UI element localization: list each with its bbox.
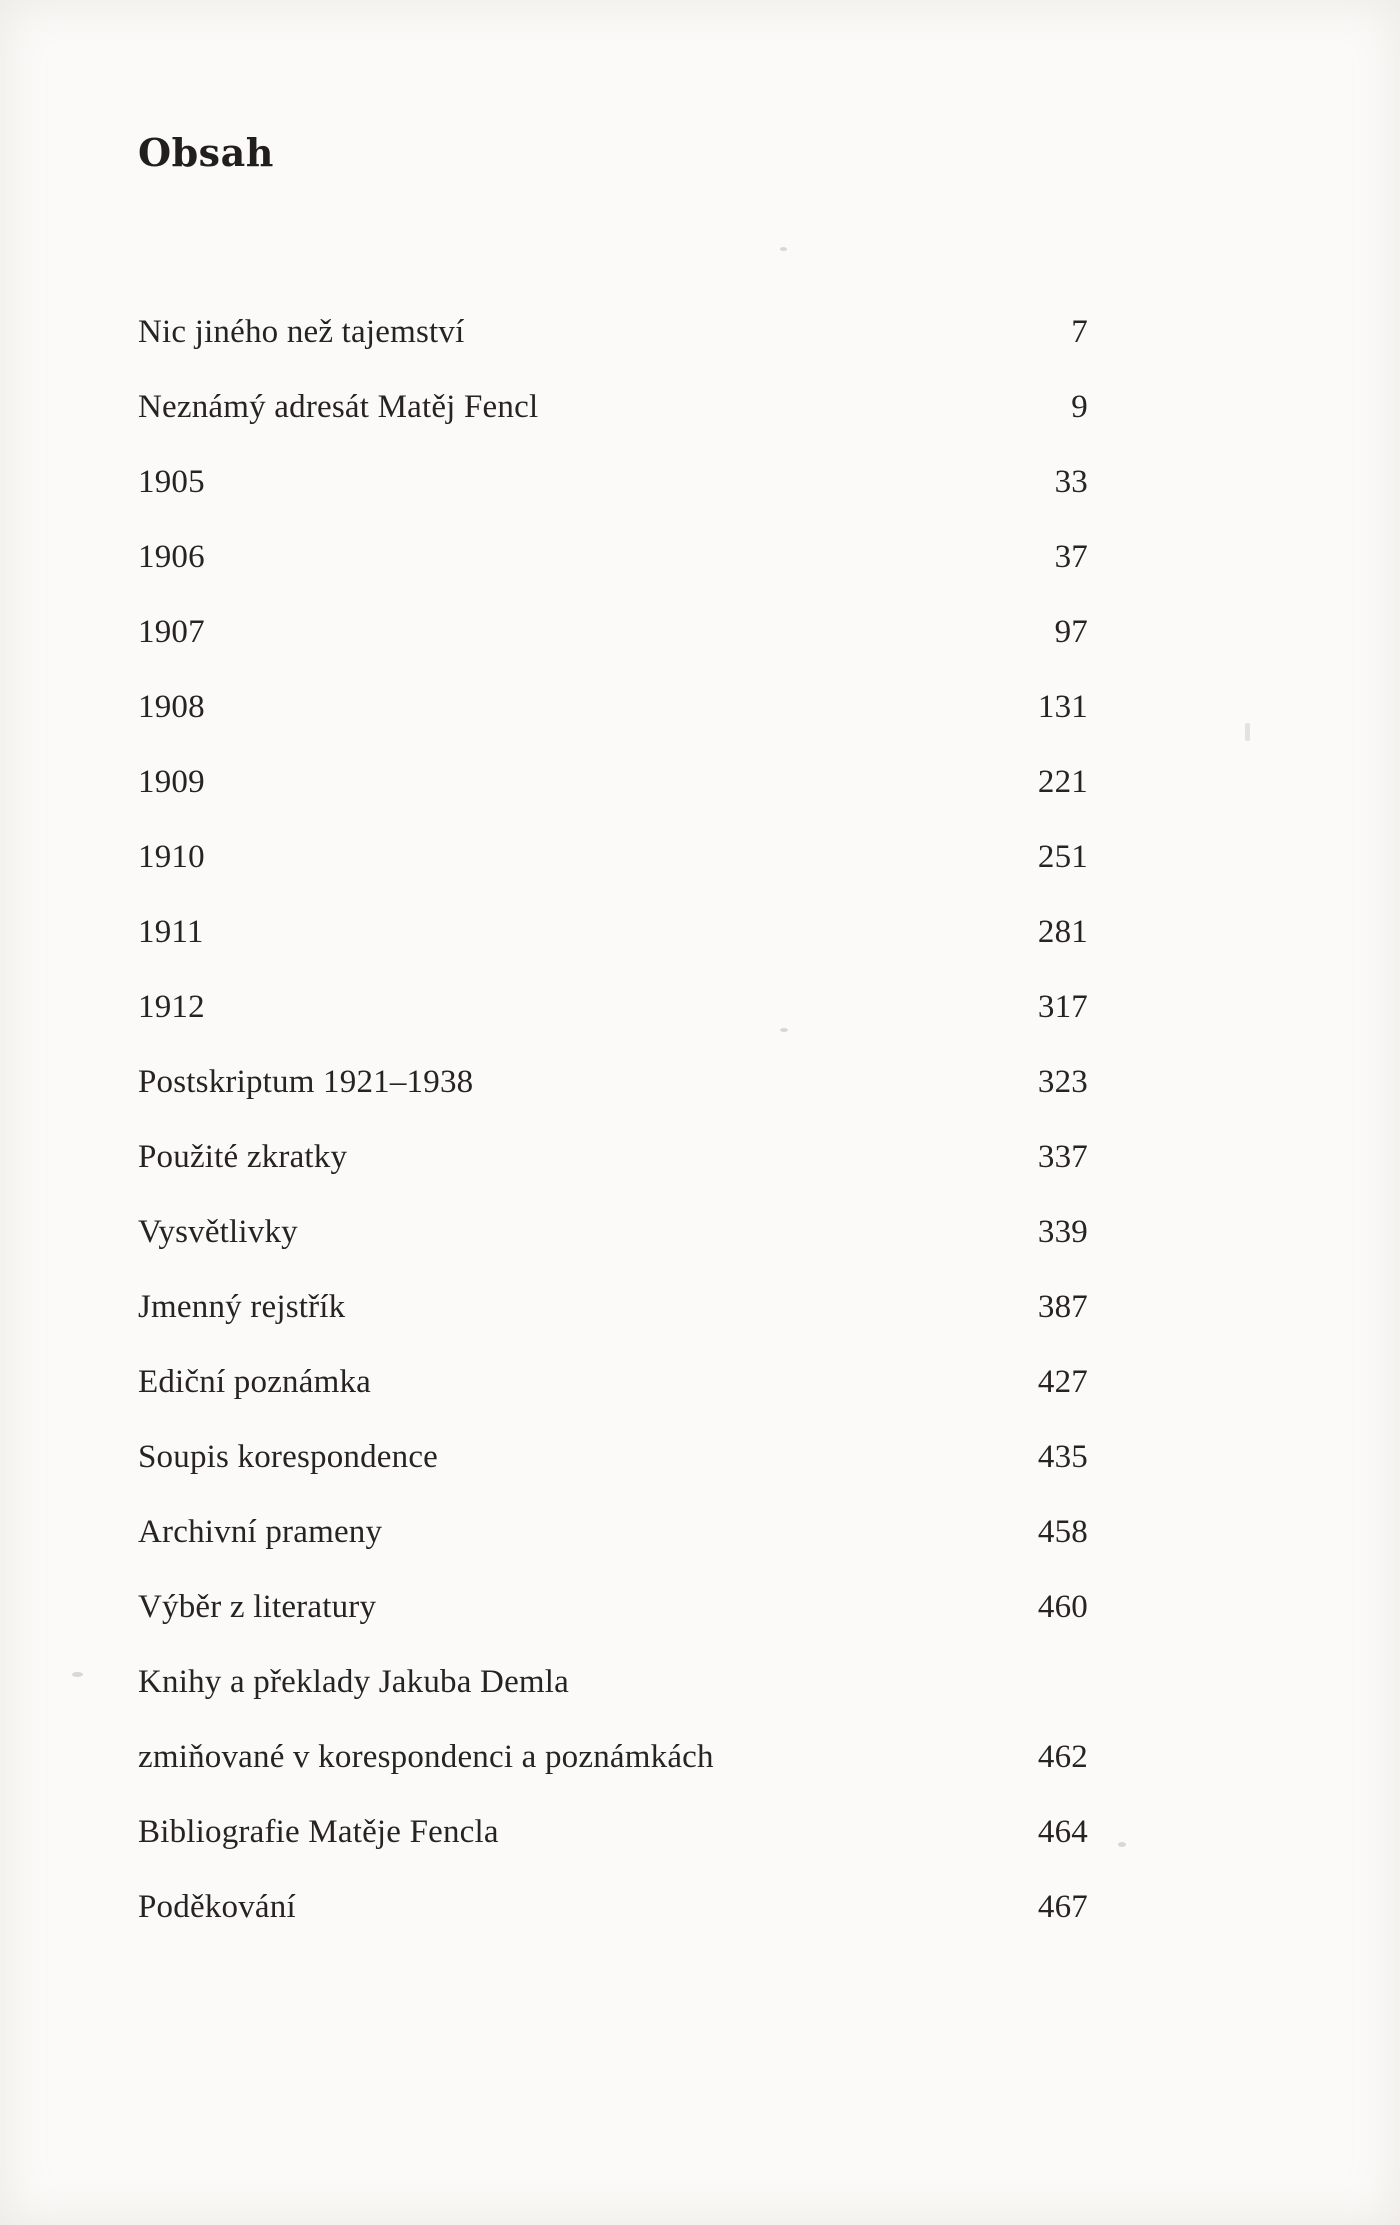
toc-entry[interactable] [138,1870,1088,1945]
toc-entry-page-number: 323 [1037,1064,1088,1100]
toc-entry-page-number: 281 [1037,914,1088,950]
scan-speck [780,247,787,251]
toc-entry-page-number: 33 [1054,464,1088,500]
toc-entry-label: Postskriptum 1921–1938 [138,1064,474,1100]
toc-entry-page-number: 427 [1037,1364,1088,1400]
toc-entry[interactable] [138,595,1088,670]
toc-entry[interactable] [138,895,1088,970]
toc-entry[interactable] [138,370,1088,445]
toc-entry-page-number: 462 [1037,1739,1088,1775]
toc-entry-label: zmiňované v korespondenci a poznámkách [138,1739,714,1775]
toc-entry-label: Bibliografie Matěje Fencla [138,1814,499,1850]
toc-entry-label: Archivní prameny [138,1514,383,1550]
scan-speck [72,1672,83,1677]
toc-entry-page-number: 131 [1037,689,1088,725]
toc-entry-label: Poděkování [138,1889,296,1925]
toc-entry-label: Neznámý adresát Matěj Fencl [138,389,539,425]
toc-entry[interactable] [138,1570,1088,1645]
table-of-contents [138,295,1088,1945]
toc-entry-page-number: 467 [1037,1889,1088,1925]
toc-entry-page-number: 458 [1037,1514,1088,1550]
scan-speck [1118,1842,1126,1847]
toc-entry-page-number: 337 [1037,1139,1088,1175]
scan-speck [780,1028,788,1032]
toc-entry-page-number: 9 [1071,389,1088,425]
toc-entry[interactable] [138,970,1088,1045]
toc-entry-page-number: 221 [1037,764,1088,800]
toc-entry[interactable] [138,1195,1088,1270]
toc-entry-label: Nic jiného než tajemství [138,314,465,350]
toc-entry[interactable] [138,445,1088,520]
toc-entry[interactable] [138,820,1088,895]
toc-entry-label: 1907 [138,614,205,650]
toc-entry-label: Použité zkratky [138,1139,348,1175]
page-content [138,130,1138,1945]
toc-entry-label: 1912 [138,989,205,1025]
toc-entry-label: Vysvětlivky [138,1214,298,1250]
toc-entry[interactable] [138,1795,1088,1870]
toc-entry[interactable] [138,670,1088,745]
toc-entry-page-number: 97 [1054,614,1088,650]
toc-entry-page-number: 339 [1037,1214,1088,1250]
toc-entry[interactable] [138,1120,1088,1195]
toc-entry-page-number: 387 [1037,1289,1088,1325]
toc-entry-label: Knihy a překlady Jakuba Demla [138,1664,569,1700]
toc-entry[interactable] [138,520,1088,595]
toc-entry[interactable] [138,295,1088,370]
toc-entry-label: 1909 [138,764,205,800]
toc-entry-page-number: 460 [1037,1589,1088,1625]
toc-entry-page-number: 37 [1054,539,1088,575]
toc-entry-label: Výběr z literatury [138,1589,377,1625]
toc-entry-label: Ediční poznámka [138,1364,372,1400]
toc-entry[interactable] [138,1495,1088,1570]
toc-entry-label: 1905 [138,464,205,500]
toc-entry-page-number: 7 [1071,314,1088,350]
page-title: Obsah [138,130,274,175]
toc-entry-label: Jmenný rejstřík [138,1289,346,1325]
toc-entry[interactable] [138,1720,1088,1795]
toc-entry-label: 1908 [138,689,205,725]
toc-entry[interactable] [138,1270,1088,1345]
toc-entry-label: 1911 [138,914,204,950]
toc-entry[interactable] [138,745,1088,820]
toc-entry-page-number: 251 [1037,839,1088,875]
toc-entry-label: 1910 [138,839,205,875]
toc-entry[interactable] [138,1345,1088,1420]
toc-entry-label: Soupis korespondence [138,1439,439,1475]
toc-entry[interactable] [138,1045,1088,1120]
toc-entry-page-number: 317 [1037,989,1088,1025]
toc-entry-label: 1906 [138,539,205,575]
toc-entry-page-number: 464 [1037,1814,1088,1850]
toc-entry[interactable] [138,1420,1088,1495]
toc-entry[interactable] [138,1645,1088,1720]
toc-entry-page-number: 435 [1037,1439,1088,1475]
scan-speck [1245,723,1250,741]
